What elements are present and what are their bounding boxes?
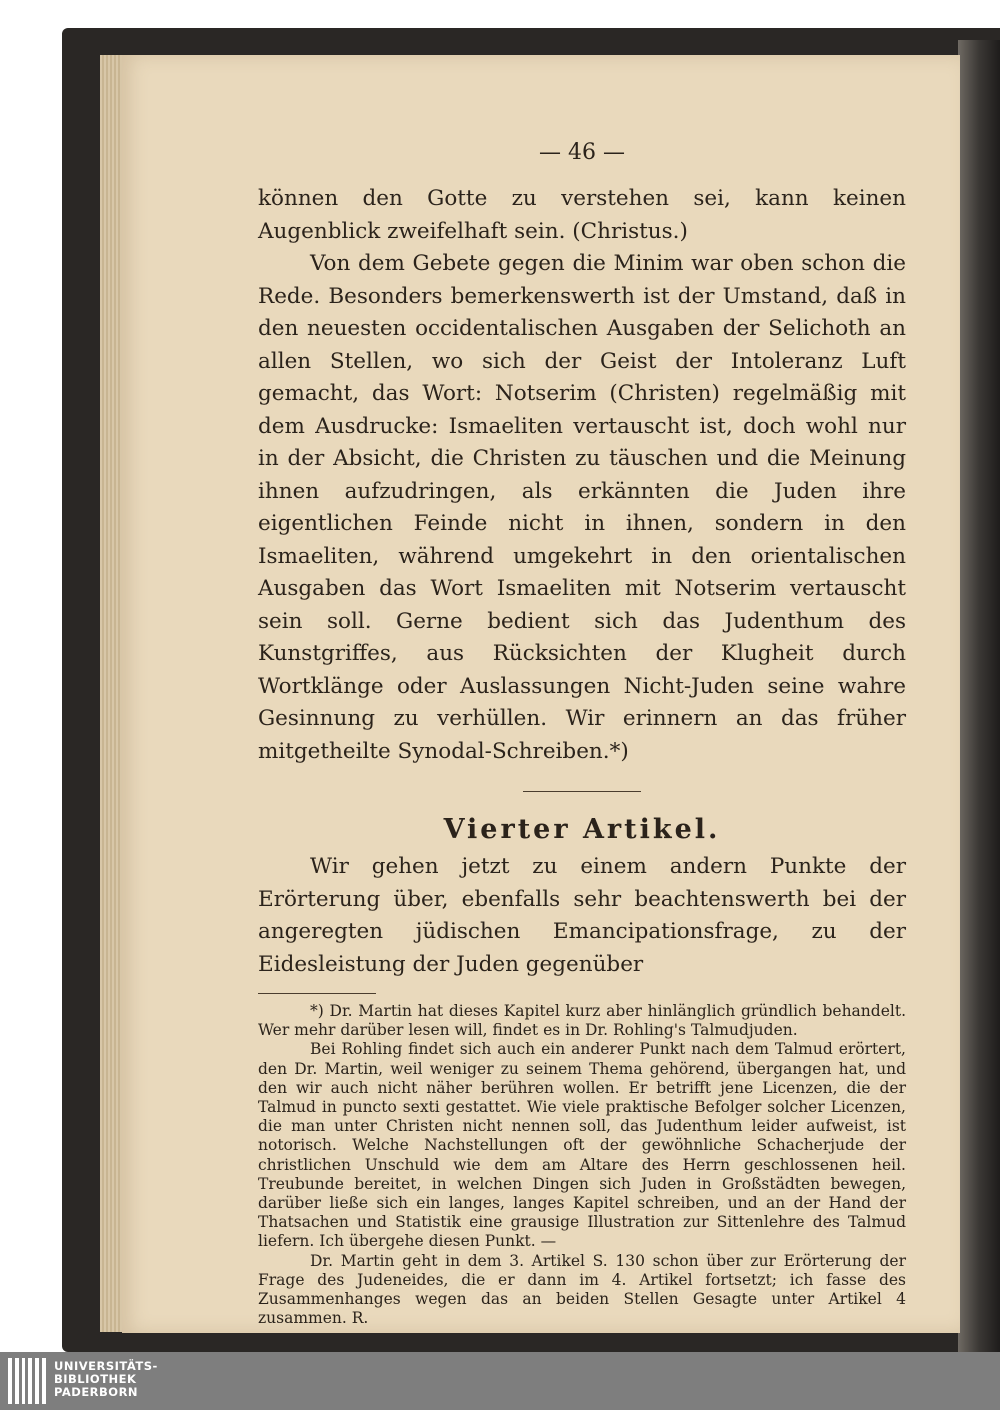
- logo-line-3: PADERBORN: [54, 1385, 139, 1399]
- logo-line-2: BIBLIOTHEK: [54, 1372, 137, 1386]
- section-divider: [523, 791, 641, 792]
- logo-line-1: UNIVERSITÄTS-: [54, 1359, 158, 1373]
- paragraph-2: Von dem Gebete gegen die Minim war oben schon die Rede. Besonders bemerkenswerth ist der Umstand, daß in den neuesten occidentalischen Ausgaben der Selichoth an allen Stellen, wo sich der Geist der Intoleranz Luft gemacht, das Wort: Notserim (Christen) regelmäßig mit dem Ausdrucke: Ismaeliten vertauscht ist, doch wohl nur in der Absicht, die Christen zu täuschen und die Meinung ihnen aufzudringen, als erkännten die Juden ihre eigentlichen Feinde nicht in ihnen, sondern in den Ismaeliten, während umgekehrt in den orientalischen Ausgaben das Wort Ismaeliten mit Notserim vertauscht sein soll. Gerne bedient sich das Judenthum des Kunstgriffes, aus Rücksichten der Klugheit durch Wortklänge oder Auslassungen Nicht-Juden seine wahre Gesinnung zu verhüllen. Wir erinnern an das früher mitgetheilte Synodal-Schreiben.*): [258, 251, 906, 764]
- book-cover-edge: [958, 40, 1000, 1352]
- section-paragraph: Wir gehen jetzt zu einem andern Punkte der Erörterung über, ebenfalls sehr beachtenswerth bei der angeregten jüdischen Emancipationsfrage, zu der Eidesleistung der Juden gegenüber: [258, 854, 906, 977]
- footnote-rule: [258, 993, 376, 994]
- library-logo-icon: [8, 1358, 46, 1404]
- footnote-1: *) Dr. Martin hat dieses Kapitel kurz aber hinlänglich gründlich behandelt. Wer mehr darüber lesen will, findet es in Dr. Rohling's Talmudjuden.: [258, 1002, 906, 1040]
- page-number: — 46 —: [539, 140, 625, 165]
- footnote-2: Bei Rohling findet sich auch ein anderer Punkt nach dem Talmud erörtert, den Dr. Martin, weil weniger zu seinem Thema gehörend, übergangen hat, und den wir auch nicht näher berühren wollen. Er betrifft jene Licenzen, die der Talmud in puncto sexti gestattet. Wie viele praktische Befolger solcher Licenzen, die man unter Christen nicht nennen soll, das Judenthum leider aufweist, ist notorisch. Welche Nachstellungen oft der gewöhnliche Schacherjude der christlichen Unschuld wie dem am Altare des Herrn geschlossenen heil. Treubunde bereitet, in welchen Dingen sich Juden in Großstädten bewegen, darüber ließe sich ein langes, langes Kapitel schreiben, und an der Hand der Thatsachen und Statistik eine grausige Illustration zur Sittenlehre des Talmud liefern. Ich übergehe diesen Punkt. —: [258, 1040, 906, 1251]
- library-logo-text: [54, 1360, 158, 1399]
- page-content: [258, 140, 906, 1328]
- paragraph-1: können den Gotte zu verstehen sei, kann keinen Augenblick zweifelhaft sein. (Christus.): [258, 186, 906, 244]
- section-heading: Vierter Artikel.: [443, 814, 721, 845]
- footnote-3: Dr. Martin geht in dem 3. Artikel S. 130 schon über zur Erörterung der Frage des Judeneides, die er dann im 4. Artikel fortsetzt; ich fasse des Zusammenhanges wegen das an beiden Stellen Gesagte unter Artikel 4 zusammen. R.: [258, 1251, 906, 1328]
